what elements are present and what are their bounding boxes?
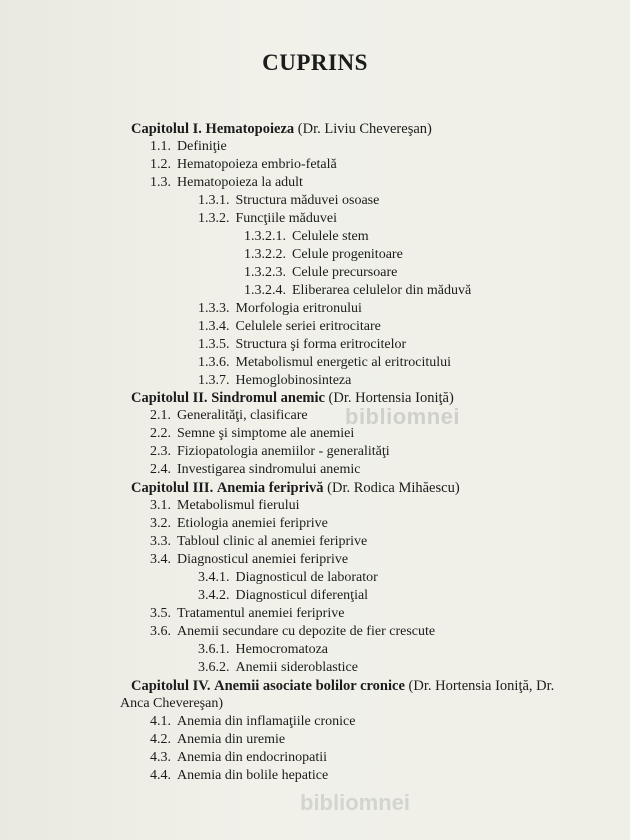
entry-number: 3.2.: [150, 516, 171, 531]
entry-number: 2.3.: [150, 444, 171, 459]
watermark-logo-bottom: bibliomnei: [300, 790, 410, 815]
toc-entry: [198, 192, 379, 210]
entry-text: Tratamentul anemiei feriprive: [177, 606, 345, 621]
entry-text: Morfologia eritronului: [235, 301, 362, 316]
entry-number: 2.2.: [150, 426, 171, 441]
toc-entry: [150, 461, 361, 479]
entry-text: Investigarea sindromului anemic: [177, 462, 361, 477]
toc-entry: [150, 156, 337, 174]
entry-number: 1.3.6.: [198, 355, 230, 370]
entry-number: 1.3.2.4.: [244, 283, 286, 298]
chapter-title: Anemia feriprivă: [216, 480, 324, 496]
toc-entry: [244, 264, 397, 282]
toc-entry: [198, 641, 328, 659]
entry-text: Fiziopatologia anemiilor - generalităţi: [177, 444, 390, 459]
entry-text: Metabolismul fierului: [177, 498, 300, 513]
entry-text: Definiţie: [177, 139, 227, 154]
toc-entry: [198, 318, 381, 336]
toc-entry: [150, 605, 344, 623]
watermark-logo: bibliomnei: [345, 404, 460, 429]
entry-number: 1.3.3.: [198, 301, 230, 316]
entry-text: Anemia din inflamaţiile cronice: [177, 714, 356, 729]
toc-entry: [150, 174, 303, 192]
entry-text: Anemia din endocrinopatii: [177, 750, 328, 765]
entry-number: 1.3.1.: [198, 193, 230, 208]
entry-text: Anemii sideroblastice: [235, 660, 358, 675]
toc-entry: [198, 659, 358, 677]
entry-number: 3.6.2.: [198, 660, 230, 675]
entry-text: Tabloul clinic al anemiei feriprive: [177, 534, 368, 549]
entry-number: 1.3.4.: [198, 319, 230, 334]
toc-entry: [150, 425, 354, 443]
entry-number: 1.3.5.: [198, 337, 230, 352]
entry-text: Celule precursoare: [292, 265, 398, 280]
entry-number: 3.5.: [150, 606, 171, 621]
entry-number: 1.3.: [150, 175, 171, 190]
toc-entry: [150, 497, 299, 515]
toc-entry: [150, 533, 367, 551]
chapter-title: Hematopoieza: [205, 121, 295, 137]
entry-text: Eliberarea celulelor din măduvă: [292, 283, 472, 298]
toc-entry: [198, 569, 378, 587]
entry-text: Diagnosticul diferenţial: [235, 588, 369, 603]
toc-entry: [244, 228, 369, 246]
chapter-title: Sindromul anemic: [211, 390, 325, 406]
entry-text: Semne şi simptome ale anemiei: [177, 426, 355, 441]
entry-text: Celulele stem: [292, 229, 369, 244]
entry-number: 1.3.2.2.: [244, 247, 286, 262]
chapter-author: (Dr. Rodica Mihăescu): [327, 480, 460, 496]
toc-entry: [198, 336, 406, 354]
chapter-heading: [131, 677, 554, 695]
chapter-author: (Dr. Hortensia Ioniţă, Dr.: [408, 678, 555, 694]
toc-entry: [198, 210, 337, 228]
entry-number: 1.2.: [150, 157, 171, 172]
entry-number: 2.4.: [150, 462, 171, 477]
chapter-title: Anemii asociate bolilor cronice: [214, 678, 405, 694]
entry-number: 3.6.1.: [198, 642, 230, 657]
toc-entry: [198, 372, 351, 390]
entry-text: Generalităţi, clasificare: [177, 408, 308, 423]
entry-number: 3.4.: [150, 552, 171, 567]
toc-entry: [244, 246, 403, 264]
toc-entry: [198, 354, 451, 372]
entry-text: Hemocromatoza: [235, 642, 329, 657]
toc-entry: [244, 282, 471, 300]
chapter-author: (Dr. Hortensia Ioniţă): [328, 390, 454, 406]
entry-text: Celule progenitoare: [292, 247, 403, 262]
entry-text: Hematopoieza la adult: [177, 175, 303, 190]
chapter-heading: [131, 120, 432, 138]
toc-entry: [150, 767, 328, 785]
entry-text: Anemii secundare cu depozite de fier crescute: [177, 624, 436, 639]
toc-entry: [150, 443, 390, 461]
entry-number: 3.1.: [150, 498, 171, 513]
toc-entry: [198, 587, 368, 605]
entry-number: 3.4.1.: [198, 570, 230, 585]
entry-number: 1.1.: [150, 139, 171, 154]
entry-text: Metabolismul energetic al eritrocitului: [235, 355, 452, 370]
entry-text: Anemia din bolile hepatice: [177, 768, 329, 783]
entry-text: Anemia din uremie: [177, 732, 286, 747]
toc-entry: [150, 713, 355, 731]
entry-number: 4.1.: [150, 714, 171, 729]
entry-number: 1.3.2.: [198, 211, 230, 226]
entry-number: 3.4.2.: [198, 588, 230, 603]
toc-entry: [150, 515, 328, 533]
entry-text: Etiologia anemiei feriprive: [177, 516, 328, 531]
toc-entry: [198, 300, 362, 318]
chapter-heading: [131, 479, 460, 497]
entry-number: 4.3.: [150, 750, 171, 765]
toc-entry: [150, 551, 348, 569]
page-title: CUPRINS: [262, 50, 368, 75]
entry-number: 3.6.: [150, 624, 171, 639]
entry-text: Structura şi forma eritrocitelor: [235, 337, 407, 352]
entry-number: 3.3.: [150, 534, 171, 549]
entry-number: 1.3.7.: [198, 373, 230, 388]
entry-text: Diagnosticul anemiei feriprive: [177, 552, 349, 567]
chapter-label: Capitolul II.: [131, 390, 208, 406]
entry-number: 1.3.2.1.: [244, 229, 286, 244]
chapter-label: Capitolul I.: [131, 121, 202, 137]
chapter-author-continued: Anca Chevereşan): [120, 696, 224, 711]
entry-text: Structura măduvei osoase: [235, 193, 380, 208]
entry-text: Diagnosticul de laborator: [235, 570, 378, 585]
toc-entry: [150, 749, 327, 767]
toc-entry: [150, 731, 285, 749]
toc-entry: [150, 138, 227, 156]
entry-text: Hematopoieza embrio-fetală: [177, 157, 337, 172]
entry-text: Hemoglobinosinteza: [235, 373, 352, 388]
entry-number: 1.3.2.3.: [244, 265, 286, 280]
entry-number: 4.4.: [150, 768, 171, 783]
entry-text: Celulele seriei eritrocitare: [235, 319, 381, 334]
entry-number: 2.1.: [150, 408, 171, 423]
chapter-label: Capitolul IV.: [131, 678, 211, 694]
toc-entry: [150, 623, 435, 641]
chapter-label: Capitolul III.: [131, 480, 214, 496]
chapter-author: (Dr. Liviu Chevereşan): [297, 121, 432, 137]
entry-number: 4.2.: [150, 732, 171, 747]
entry-text: Funcţiile măduvei: [235, 211, 337, 226]
toc-entry: [150, 407, 308, 425]
